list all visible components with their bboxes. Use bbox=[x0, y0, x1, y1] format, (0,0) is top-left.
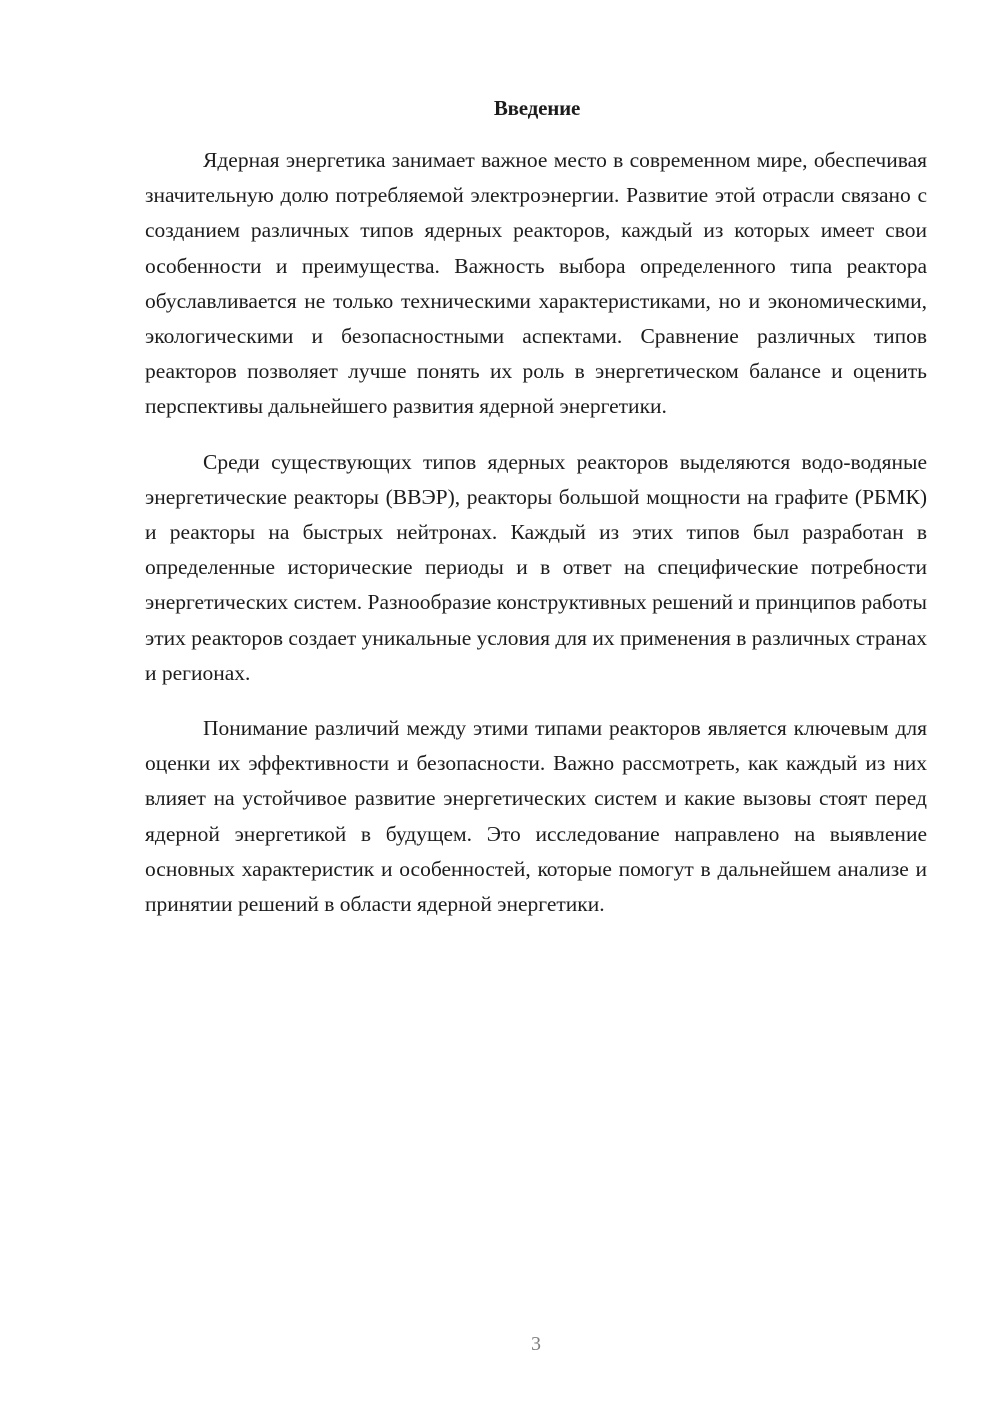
paragraph-intro: Ядерная энергетика занимает важное место в современном мире, обеспечивая значительную долю потребляемой электроэнергии. Развитие этой отрасли связано с созданием различных типов ядерных реакторов, каждый из которых имеет свои особенности и преимущества. Важность выбора определенного типа реактора обуславливается не только техническими характеристиками, но и экономическими, экологическими и безопасностными аспектами. Сравнение различных типов реакторов позволяет лучше понять их роль в энергетическом балансе и оценить перспективы дальнейшего развития ядерной энергетики. bbox=[145, 148, 927, 419]
page-content bbox=[145, 96, 927, 942]
section-title: Введение bbox=[493, 96, 581, 120]
paragraph-understanding: Понимание различий между этими типами реакторов является ключевым для оценки их эффективности и безопасности. Важно рассмотреть, как каждый из них влияет на устойчивое развитие энергетических систем и какие вызовы стоят перед ядерной энергетикой в будущем. Это исследование направлено на выявление основных характеристик и особенностей, которые помогут в дальнейшем анализе и принятии решений в области ядерной энергетики. bbox=[145, 716, 927, 917]
paragraph-reactor-types: Среди существующих типов ядерных реакторов выделяются водо-водяные энергетические реакторы (ВВЭР), реакторы большой мощности на графите (РБМК) и реакторы на быстрых нейтронах. Каждый из этих типов был разработан в определенные исторические периоды и в ответ на специфические потребности энергетических систем. Разнообразие конструктивных решений и принципов работы этих реакторов создает уникальные условия для их применения в различных странах и регионах. bbox=[145, 449, 927, 685]
page-number: 3 bbox=[531, 1333, 541, 1355]
